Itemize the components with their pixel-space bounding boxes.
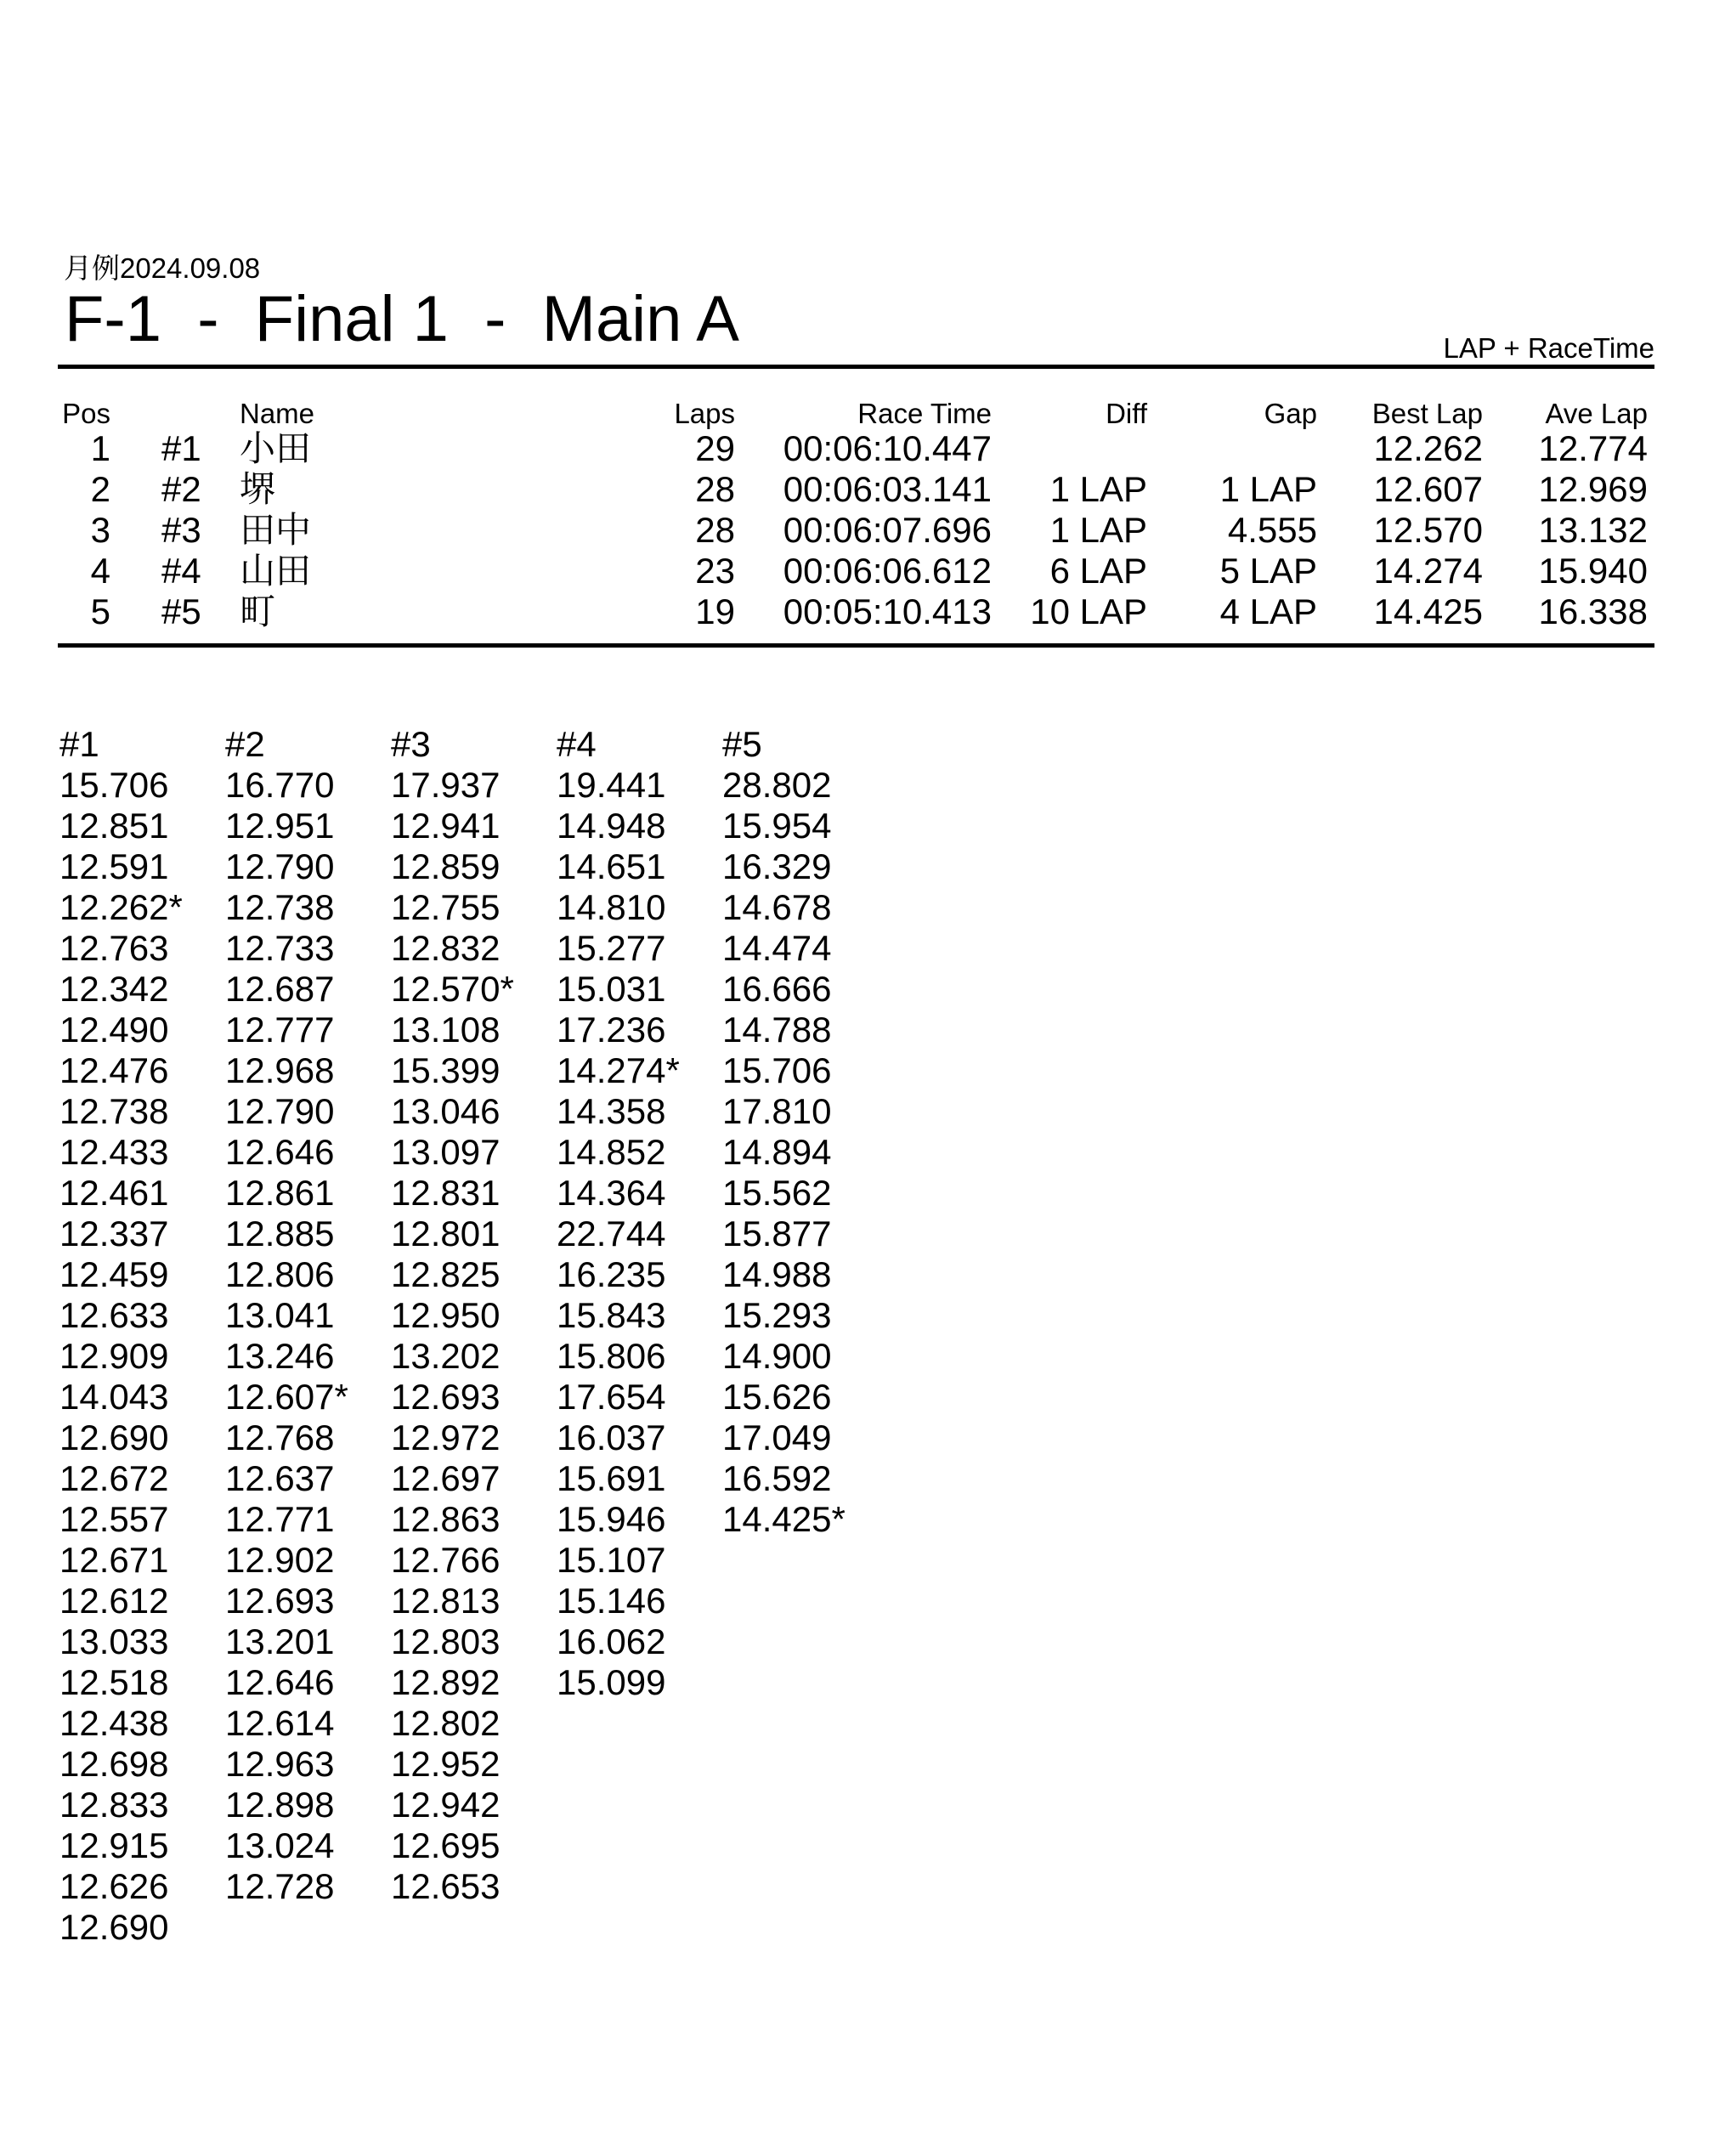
results-cell-pos: 2 [90, 469, 110, 509]
lap-time-cell: 12.813 [391, 1581, 501, 1621]
lap-time-cell: 15.954 [722, 806, 832, 846]
lap-time-cell: 17.654 [557, 1377, 666, 1417]
lap-time-cell: 12.909 [59, 1336, 169, 1376]
lap-column-header: #1 [59, 724, 99, 764]
lap-time-cell: 14.894 [722, 1132, 832, 1172]
lap-time-cell: 13.046 [391, 1091, 501, 1131]
lap-time-cell: 15.706 [722, 1050, 832, 1090]
results-cell-race-time: 00:06:07.696 [783, 510, 992, 550]
lap-time-cell: 15.562 [722, 1173, 832, 1213]
results-cell-pos: 3 [90, 510, 110, 550]
lap-time-cell: 12.693 [391, 1377, 501, 1417]
results-cell-ave-lap: 13.132 [1538, 510, 1648, 550]
lap-column [391, 724, 552, 1907]
lap-time-cell: 16.062 [557, 1621, 666, 1661]
lap-time-cell: 12.755 [391, 887, 501, 927]
lap-time-cell: 14.425* [722, 1499, 846, 1539]
lap-time-cell: 12.892 [391, 1662, 501, 1702]
lap-time-cell: 14.358 [557, 1091, 666, 1131]
lap-time-cell: 12.438 [59, 1703, 169, 1743]
lap-time-cell: 15.626 [722, 1377, 832, 1417]
lap-time-cell: 14.852 [557, 1132, 666, 1172]
results-header-diff: Diff [1106, 398, 1147, 429]
lap-time-cell: 14.474 [722, 928, 832, 968]
lap-time-cell: 12.733 [225, 928, 335, 968]
lap-column [225, 724, 387, 1907]
results-cell-race-time: 00:06:03.141 [783, 469, 992, 509]
lap-column-header: #3 [391, 724, 431, 764]
results-cell-best-lap: 12.262 [1373, 428, 1483, 468]
lap-time-cell: 12.476 [59, 1050, 169, 1090]
lap-time-cell: 15.146 [557, 1581, 666, 1621]
results-header-name: Name [240, 398, 315, 429]
lap-time-cell: 12.690 [59, 1907, 169, 1947]
results-header-race-time: Race Time [857, 398, 992, 429]
results-cell-diff: 10 LAP [1030, 591, 1147, 631]
lap-time-cell: 12.898 [225, 1785, 335, 1825]
lap-time-cell: 12.766 [391, 1540, 501, 1580]
lap-time-cell: 14.364 [557, 1173, 666, 1213]
lap-time-cell: 12.951 [225, 806, 335, 846]
lap-time-cell: 15.031 [557, 969, 666, 1009]
lap-time-cell: 12.695 [391, 1825, 501, 1865]
results-header-pos: Pos [62, 398, 110, 429]
lap-time-cell: 12.941 [391, 806, 501, 846]
results-cell-laps: 28 [695, 510, 735, 550]
lap-time-cell: 12.671 [59, 1540, 169, 1580]
lap-time-cell: 12.646 [225, 1662, 335, 1702]
lap-column-header: #5 [722, 724, 762, 764]
lap-time-cell: 12.557 [59, 1499, 169, 1539]
lap-time-cell: 12.698 [59, 1744, 169, 1784]
lap-time-cell: 16.770 [225, 765, 335, 805]
results-cell-name: 田中 [240, 510, 312, 550]
lap-column [557, 724, 718, 1703]
results-cell-gap: 1 LAP [1219, 469, 1317, 509]
results-cell-best-lap: 14.425 [1373, 591, 1483, 631]
lap-time-cell: 12.972 [391, 1418, 501, 1457]
results-table [0, 428, 1725, 643]
lap-time-cell: 12.626 [59, 1866, 169, 1906]
lap-time-cell: 17.937 [391, 765, 501, 805]
lap-time-cell: 12.832 [391, 928, 501, 968]
lap-time-cell: 12.646 [225, 1132, 335, 1172]
lap-time-cell: 14.810 [557, 887, 666, 927]
lap-time-cell: 19.441 [557, 765, 666, 805]
results-cell-best-lap: 12.570 [1373, 510, 1483, 550]
lap-time-cell: 12.763 [59, 928, 169, 968]
lap-time-cell: 12.607* [225, 1377, 348, 1417]
results-cell-laps: 28 [695, 469, 735, 509]
lap-time-cell: 17.810 [722, 1091, 832, 1131]
results-cell-car: #4 [161, 551, 201, 591]
race-title: F-1 - Final 1 - Main A [65, 283, 739, 355]
results-cell-diff: 6 LAP [1049, 551, 1147, 591]
lap-time-cell: 13.108 [391, 1010, 501, 1050]
lap-time-cell: 12.738 [59, 1091, 169, 1131]
lap-time-cell: 12.859 [391, 846, 501, 886]
results-cell-name: 堺 [240, 469, 276, 509]
lap-time-cell: 15.843 [557, 1295, 666, 1335]
results-cell-gap: 5 LAP [1219, 551, 1317, 591]
lap-time-cell: 16.329 [722, 846, 832, 886]
lap-time-cell: 12.461 [59, 1173, 169, 1213]
lap-time-cell: 12.337 [59, 1214, 169, 1253]
lap-time-cell: 14.651 [557, 846, 666, 886]
results-row [0, 591, 1725, 632]
lap-time-cell: 12.490 [59, 1010, 169, 1050]
lap-time-cell: 12.262* [59, 887, 183, 927]
lap-time-cell: 13.246 [225, 1336, 335, 1376]
results-cell-ave-lap: 12.774 [1538, 428, 1648, 468]
lap-column-header: #2 [225, 724, 265, 764]
lap-column [722, 724, 884, 1540]
results-header-best-lap: Best Lap [1372, 398, 1483, 429]
lap-time-cell: 12.803 [391, 1621, 501, 1661]
lap-time-cell: 12.633 [59, 1295, 169, 1335]
lap-time-cell: 12.591 [59, 846, 169, 886]
lap-time-cell: 12.697 [391, 1458, 501, 1498]
lap-time-cell: 12.768 [225, 1418, 335, 1457]
results-cell-ave-lap: 16.338 [1538, 591, 1648, 631]
lap-time-cell: 17.049 [722, 1418, 832, 1457]
lap-time-cell: 28.802 [722, 765, 832, 805]
lap-time-cell: 12.637 [225, 1458, 335, 1498]
lap-time-cell: 13.033 [59, 1621, 169, 1661]
results-cell-diff: 1 LAP [1049, 510, 1147, 550]
lap-time-cell: 12.570* [391, 969, 514, 1009]
results-cell-gap: 4 LAP [1219, 591, 1317, 631]
lap-time-cell: 16.037 [557, 1418, 666, 1457]
lap-time-cell: 16.235 [557, 1254, 666, 1294]
scoring-mode-label: LAP + RaceTime [1443, 332, 1654, 364]
results-cell-race-time: 00:06:06.612 [783, 551, 992, 591]
lap-time-cell: 14.900 [722, 1336, 832, 1376]
lap-time-cell: 12.790 [225, 1091, 335, 1131]
event-date: 月例2024.09.08 [64, 252, 261, 284]
lap-time-cell: 14.678 [722, 887, 832, 927]
results-header-gap: Gap [1264, 398, 1317, 429]
results-cell-best-lap: 12.607 [1373, 469, 1483, 509]
results-divider [58, 643, 1654, 648]
lap-time-cell: 12.738 [225, 887, 335, 927]
results-cell-gap: 4.555 [1227, 510, 1317, 550]
lap-time-cell: 12.790 [225, 846, 335, 886]
results-cell-ave-lap: 15.940 [1538, 551, 1648, 591]
lap-time-cell: 12.653 [391, 1866, 501, 1906]
results-cell-ave-lap: 12.969 [1538, 469, 1648, 509]
lap-time-cell: 12.952 [391, 1744, 501, 1784]
results-cell-name: 町 [240, 591, 276, 631]
results-header-ave-lap: Ave Lap [1545, 398, 1648, 429]
results-cell-car: #2 [161, 469, 201, 509]
lap-column-header: #4 [557, 724, 597, 764]
lap-time-cell: 14.274* [557, 1050, 680, 1090]
lap-time-cell: 12.851 [59, 806, 169, 846]
lap-time-cell: 12.687 [225, 969, 335, 1009]
lap-time-cell: 12.968 [225, 1050, 335, 1090]
lap-time-cell: 13.041 [225, 1295, 335, 1335]
results-cell-name: 山田 [240, 551, 312, 591]
lap-time-cell: 14.043 [59, 1377, 169, 1417]
lap-time-cell: 13.024 [225, 1825, 335, 1865]
lap-time-cell: 14.788 [722, 1010, 832, 1050]
lap-time-cell: 15.293 [722, 1295, 832, 1335]
lap-time-cell: 12.612 [59, 1581, 169, 1621]
lap-time-cell: 12.963 [225, 1744, 335, 1784]
lap-time-cell: 17.236 [557, 1010, 666, 1050]
lap-time-cell: 13.097 [391, 1132, 501, 1172]
lap-time-cell: 15.099 [557, 1662, 666, 1702]
results-cell-car: #1 [161, 428, 201, 468]
results-cell-pos: 5 [90, 591, 110, 631]
lap-time-cell: 15.691 [557, 1458, 666, 1498]
results-cell-laps: 29 [695, 428, 735, 468]
lap-time-cell: 12.802 [391, 1703, 501, 1743]
lap-time-cell: 12.833 [59, 1785, 169, 1825]
results-row [0, 469, 1725, 510]
lap-column [59, 724, 221, 1948]
lap-time-cell: 15.946 [557, 1499, 666, 1539]
lap-time-cell: 12.801 [391, 1214, 501, 1253]
lap-time-cell: 12.693 [225, 1581, 335, 1621]
lap-time-cell: 12.518 [59, 1662, 169, 1702]
lap-time-cell: 12.614 [225, 1703, 335, 1743]
results-row [0, 510, 1725, 551]
lap-time-cell: 16.592 [722, 1458, 832, 1498]
lap-time-cell: 12.942 [391, 1785, 501, 1825]
results-cell-car: #3 [161, 510, 201, 550]
lap-time-cell: 13.201 [225, 1621, 335, 1661]
lap-time-cell: 15.877 [722, 1214, 832, 1253]
lap-time-cell: 12.777 [225, 1010, 335, 1050]
lap-time-cell: 14.948 [557, 806, 666, 846]
results-cell-laps: 23 [695, 551, 735, 591]
lap-time-cell: 13.202 [391, 1336, 501, 1376]
lap-time-cell: 16.666 [722, 969, 832, 1009]
results-row [0, 428, 1725, 469]
lap-time-cell: 15.277 [557, 928, 666, 968]
results-cell-laps: 19 [695, 591, 735, 631]
results-cell-car: #5 [161, 591, 201, 631]
results-cell-best-lap: 14.274 [1373, 551, 1483, 591]
lap-time-cell: 15.107 [557, 1540, 666, 1580]
lap-time-cell: 22.744 [557, 1214, 666, 1253]
results-cell-pos: 1 [90, 428, 110, 468]
lap-time-cell: 12.806 [225, 1254, 335, 1294]
lap-time-cell: 12.342 [59, 969, 169, 1009]
lap-time-cell: 12.885 [225, 1214, 335, 1253]
lap-time-cell: 12.672 [59, 1458, 169, 1498]
lap-time-cell: 12.771 [225, 1499, 335, 1539]
lap-time-cell: 12.728 [225, 1866, 335, 1906]
results-cell-pos: 4 [90, 551, 110, 591]
results-cell-name: 小田 [240, 428, 312, 468]
lap-time-cell: 15.806 [557, 1336, 666, 1376]
lap-time-cell: 12.950 [391, 1295, 501, 1335]
results-header-laps: Laps [674, 398, 735, 429]
lap-time-cell: 12.831 [391, 1173, 501, 1213]
lap-time-cell: 12.433 [59, 1132, 169, 1172]
lap-time-cell: 12.825 [391, 1254, 501, 1294]
results-cell-race-time: 00:06:10.447 [783, 428, 992, 468]
lap-time-cell: 15.706 [59, 765, 169, 805]
results-cell-race-time: 00:05:10.413 [783, 591, 992, 631]
lap-time-cell: 12.902 [225, 1540, 335, 1580]
results-row [0, 551, 1725, 591]
results-cell-diff: 1 LAP [1049, 469, 1147, 509]
lap-time-cell: 12.861 [225, 1173, 335, 1213]
header-divider [58, 365, 1654, 369]
lap-time-cell: 12.690 [59, 1418, 169, 1457]
lap-time-cell: 12.863 [391, 1499, 501, 1539]
lap-time-cell: 12.915 [59, 1825, 169, 1865]
lap-time-cell: 15.399 [391, 1050, 501, 1090]
lap-time-cell: 14.988 [722, 1254, 832, 1294]
lap-time-cell: 12.459 [59, 1254, 169, 1294]
